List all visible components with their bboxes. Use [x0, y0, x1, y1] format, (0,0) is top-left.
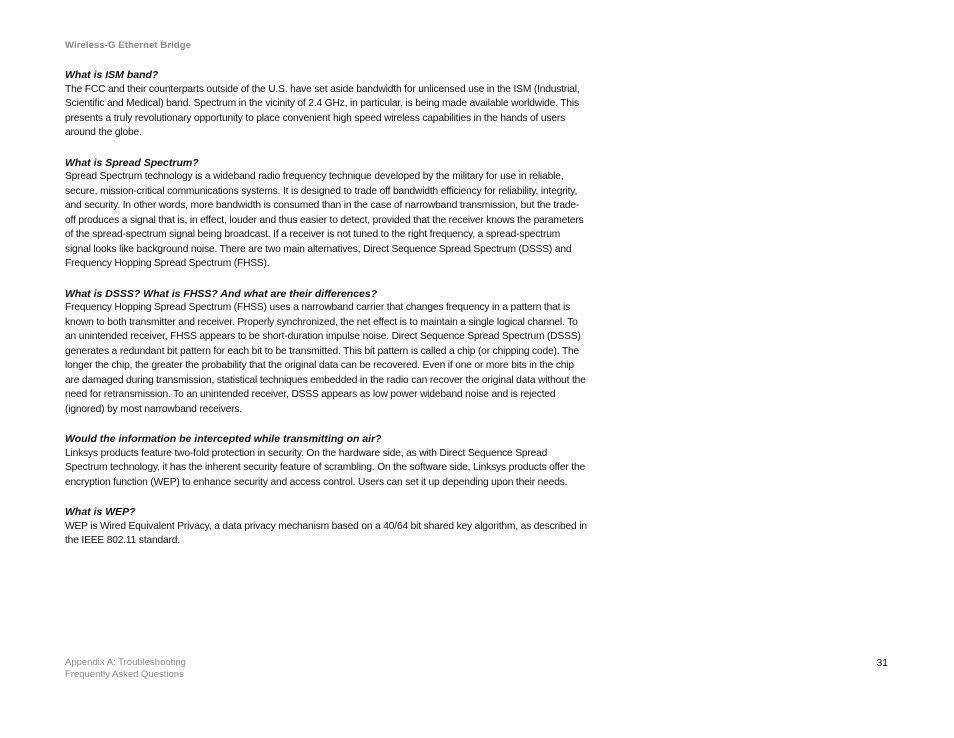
faq-item-ism-band: [65, 68, 587, 141]
running-header: Wireless-G Ethernet Bridge: [65, 40, 192, 51]
faq-answer: WEP is Wired Equivalent Privacy, a data privacy mechanism based on a 40/64 bit shared key algorithm, as described in the IEEE 802.11 standard.: [65, 520, 587, 546]
faq-question: What is DSSS? What is FHSS? And what are their differences?: [65, 287, 378, 300]
faq-question: What is WEP?: [65, 506, 136, 518]
faq-item-wep: [65, 505, 587, 549]
faq-question: What is ISM band?: [65, 69, 159, 81]
footer-subsection: Frequently Asked Questions: [65, 669, 184, 680]
faq-question: Would the information be intercepted while transmitting on air?: [65, 433, 382, 445]
page-number: 31: [876, 657, 888, 669]
faq-answer: The FCC and their counterparts outside of the U.S. have set aside bandwidth for unlicensed use in the ISM (Industrial, Scientific and Medical) band. Spectrum in the vicinity of 2.4 GHz, in particular, is being made available worldwide. This presents a truly revolutionary opportunity to place convenient high speed wireless capabilities in the hands of users around the globe.: [65, 83, 580, 138]
faq-answer: Frequency Hopping Spread Spectrum (FHSS) uses a narrowband carrier that changes frequency in a pattern that is known to both transmitter and receiver. Properly synchronized, the net effect is to maintain a single logical channel. To an unintended receiver, FHSS appears to be short-duration impulse noise. Direct Sequence Spread Spectrum (DSSS) generates a redundant bit pattern for each bit to be transmitted. This bit pattern is called a chip (or chipping code). The longer the chip, the greater the probability that the original data can be recovered. Even if one or more bits in the chip are damaged during transmission, statistical techniques embedded in the radio can recover the original data without the need for retransmission. To an unintended receiver, DSSS appears as low power wideband noise and is rejected (ignored) by most narrowband receivers.: [65, 302, 586, 415]
faq-item-dsss-fhss: [65, 287, 587, 418]
faq-item-interception: [65, 432, 587, 490]
faq-question: What is Spread Spectrum?: [65, 156, 199, 169]
faq-item-spread-spectrum: [65, 156, 587, 272]
faq-content: [65, 68, 587, 564]
faq-answer: Linksys products feature two-fold protection in security. On the hardware side, as with Direct Sequence Spread Spectrum technology, it has the inherent security feature of scrambling. On the software side, Linksys products offer the encryption function (WEP) to enhance security and access control. Users can set it up depending upon their needs.: [65, 447, 585, 488]
footer-section: Appendix A: Troubleshooting: [65, 657, 186, 668]
running-footer: [65, 657, 186, 681]
faq-answer: Spread Spectrum technology is a wideband radio frequency technique developed by the military for use in reliable, secure, mission-critical communications systems. It is designed to trade off bandwidth efficiency for reliability, integrity, and security. In other words, more bandwidth is consumed than in the case of narrowband transmission, but the trade-off produces a signal that is, in effect, louder and thus easier to detect, provided that the receiver knows the parameters of the spread-spectrum signal being broadcast. If a receiver is not tuned to the right frequency, a spread-spectrum signal looks like background noise. There are two main alternatives, Direct Sequence Spread Spectrum (DSSS) and Frequency Hopping Spread Spectrum (FHSS).: [65, 171, 584, 269]
